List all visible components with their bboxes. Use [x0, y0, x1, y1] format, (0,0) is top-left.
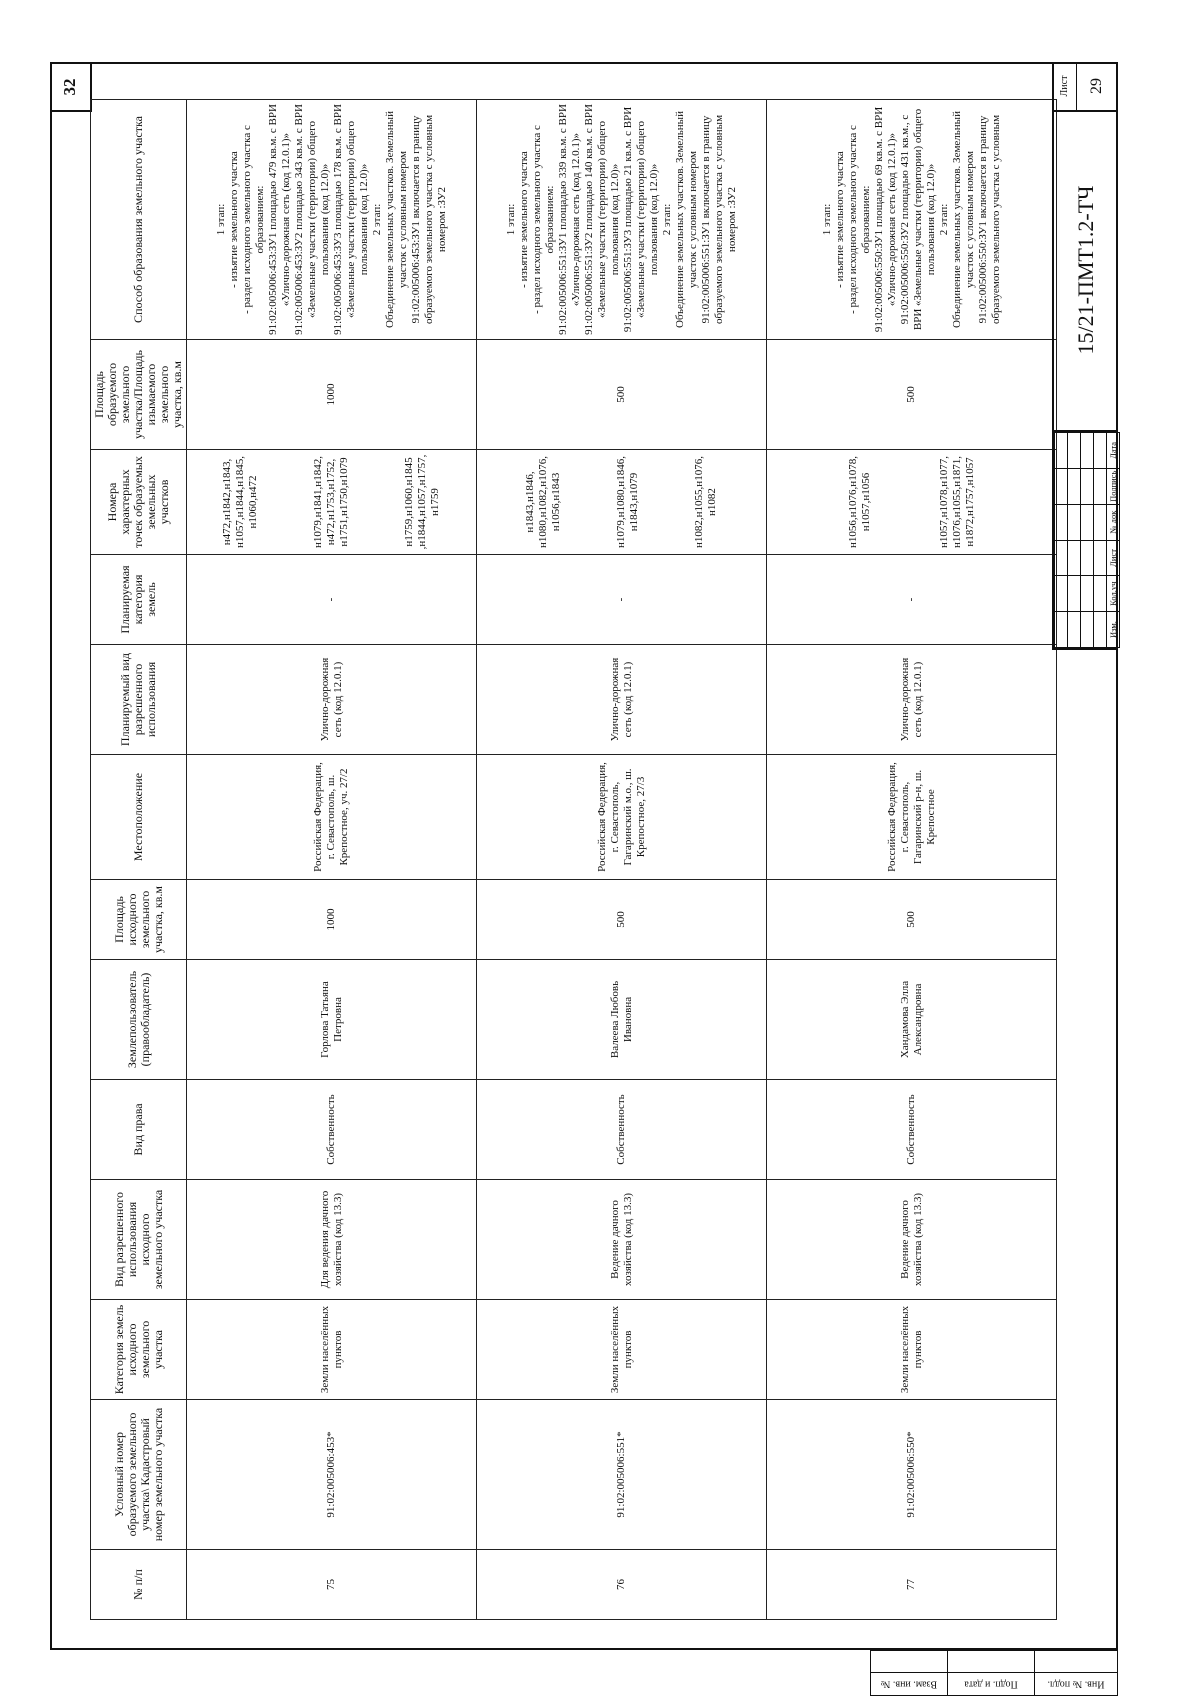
cell-points: н472,н1842,н1843, н1057,н1844,н1845, н1060,н472 н1079,н1841,н1842, н472,н1753,н1752, н1751,н1750,н1079 н1759,н1060,н1845 ,н1844,н1057,н1757, н1759 — [187, 450, 477, 555]
header-area-new: Площадь образуемого земельного участка/Площадь изымаемого земельного участка, кв.м — [91, 340, 187, 450]
side-stamp-cell — [948, 1651, 1035, 1695]
cell-vri: Ведение дачного хозяйства (код 13.3) — [767, 1180, 1057, 1300]
sheet-number: 29 — [1088, 78, 1105, 94]
header-planned-vri: Планируемый вид разрешенного использования — [91, 645, 187, 755]
cell-planned-vri: Улично-дорожная сеть (код 12.0.1) — [767, 645, 1057, 755]
page-number: 32 — [50, 64, 92, 112]
cell-num: 76 — [477, 1550, 767, 1620]
table-row — [767, 100, 1057, 1620]
cell-area-src: 500 — [477, 880, 767, 960]
cell-right: Собственность — [477, 1080, 767, 1180]
tb-label-sign: Подпись — [1107, 468, 1120, 504]
sheet-label: Лист — [1054, 62, 1077, 110]
cell-points: н1056,н1076,н1078, н1057,н1056 н1057,н1078,н1077, н1076,н1055,н1871, н1872,н1757,н1057 — [767, 450, 1057, 555]
cell-owner: Валеева Любовь Ивановна — [477, 960, 767, 1080]
cell-location: Российская Федерация, г. Севастополь, ш. Крепостное, уч. 27/2 — [187, 755, 477, 880]
tb-label-doc: № док — [1107, 504, 1120, 540]
header-method: Способ образования земельного участка — [91, 100, 187, 340]
tb-label-izm: Изм. — [1107, 612, 1120, 648]
side-label-inv-replace: Взам. инв. № — [880, 1678, 938, 1690]
cell-location: Российская Федерация, г. Севастополь, Гагаринский м.о., ш. Крепостное, 27/3 — [477, 755, 767, 880]
header-points: Номера характерных точек образуемых земельных участков — [91, 450, 187, 555]
cell-planned-vri: Улично-дорожная сеть (код 12.0.1) — [477, 645, 767, 755]
cell-owner: Горлова Татьяна Петровна — [187, 960, 477, 1080]
cell-location: Российская Федерация, г. Севастополь, Гагаринский р-н, ш. Крепостное — [767, 755, 1057, 880]
side-label-sign-date: Подп. и дата — [964, 1678, 1018, 1690]
cell-num: 77 — [767, 1550, 1057, 1620]
cell-points: н1843,н1846, н1080,н1082,н1076, н1056,н1843 н1079,н1080,н1846, н1843,н1079 н1082,н1055,н1076, н1082 — [477, 450, 767, 555]
header-planned-cat: Планируемая категория земель — [91, 555, 187, 645]
table-row — [187, 100, 477, 1620]
title-block — [1052, 62, 1118, 650]
cell-category: Земли населённых пунктов — [477, 1300, 767, 1400]
header-cadastral: Условный номер образуемого земельного участка\ Кадастровый номер земельного участка — [91, 1400, 187, 1550]
header-vri: Вид разрешенного использования исходного земельного участка — [91, 1180, 187, 1300]
cell-right: Собственность — [767, 1080, 1057, 1180]
cell-cadastral: 91:02:005006:551* — [477, 1400, 767, 1550]
header-num: № п/п — [91, 1550, 187, 1620]
header-owner: Землепользователь (правообладатель) — [91, 960, 187, 1080]
sheet-number-box — [1054, 62, 1118, 112]
cell-right: Собственность — [187, 1080, 477, 1180]
tb-label-list: Лист — [1107, 540, 1120, 576]
cell-owner: Хандамова Элла Александровна — [767, 960, 1057, 1080]
title-block-revisions — [1054, 432, 1120, 648]
document-sheet — [50, 60, 1120, 1690]
cell-area-new: 500 — [477, 340, 767, 450]
header-category: Категория земель исходного земельного участка — [91, 1300, 187, 1400]
side-stamp-cell — [871, 1651, 948, 1695]
header-right: Вид права — [91, 1080, 187, 1180]
cell-area-src: 500 — [767, 880, 1057, 960]
tb-label-koluch: Кол.уч — [1107, 576, 1120, 612]
cell-category: Земли населённых пунктов — [187, 1300, 477, 1400]
cell-area-new: 500 — [767, 340, 1057, 450]
cell-planned-cat: - — [187, 555, 477, 645]
cell-num: 75 — [187, 1550, 477, 1620]
cell-area-new: 1000 — [187, 340, 477, 450]
cell-area-src: 1000 — [187, 880, 477, 960]
cell-planned-cat: - — [767, 555, 1057, 645]
cell-vri: Ведение дачного хозяйства (код 13.3) — [477, 1180, 767, 1300]
side-label-inv-orig: Инв. № подл. — [1047, 1678, 1105, 1690]
cell-method: 1 этап: - изъятие земельного участка - раздел исходного земельного участка с образованием: 91:02:005006:551:ЗУ1 площадью 339 кв.м. с ВРИ «Улично-дорожная сеть (код 12.0.1)» 91:02:005006:551:ЗУ2 площадью 140 кв.м. с ВРИ «Земельные участки (территории) общего пользования (код 12.0)» 91:02:005006:551:ЗУ3 площадью 21 кв.м. с ВРИ «Земельные участки (территории) общего пользования (код 12.0)» 2 этап: Объединение земельных участков. Земельный участок с условным номером 91:02:005006:551:ЗУ1 включается в границу образуемого земельного участка с условным номером :ЗУ2 — [477, 100, 767, 340]
side-stamp — [870, 1650, 1118, 1696]
header-area-src: Площадь исходного земельного участка, кв.м — [91, 880, 187, 960]
side-stamp-cell — [1035, 1651, 1117, 1695]
cell-planned-vri: Улично-дорожная сеть (код 12.0.1) — [187, 645, 477, 755]
cell-vri: Для ведения дачного хозяйства (код 13.3) — [187, 1180, 477, 1300]
table-header-row — [91, 100, 187, 1620]
tb-label-date: Дата — [1107, 433, 1120, 469]
table-row — [477, 100, 767, 1620]
cell-method: 1 этап: - изъятие земельного участка - раздел исходного земельного участка с образованием: 91:02:005006:453:ЗУ1 площадью 479 кв.м. с ВРИ «Улично-дорожная сеть (код 12.0.1)» 91:02:005006:453:ЗУ2 площадью 343 кв.м. с ВРИ «Земельные участки (территории) общего пользования (код 12.0)» 91:02:005006:453:ЗУ3 площадью 178 кв.м. с ВРИ «Земельные участки (территории) общего пользования (код 12.0)» 2 этап: Объединение земельных участков. Земельный участок с условным номером 91:02:005006:453:ЗУ1 включается в границу образуемого земельного участка с условным номером :ЗУ2 — [187, 100, 477, 340]
header-location: Местоположение — [91, 755, 187, 880]
cell-cadastral: 91:02:005006:453* — [187, 1400, 477, 1550]
cell-category: Земли населённых пунктов — [767, 1300, 1057, 1400]
document-code: 15/21-ПМТ1.2-ТЧ — [1054, 110, 1118, 432]
cell-planned-cat: - — [477, 555, 767, 645]
cell-method: 1 этап: - изъятие земельного участка - раздел исходного земельного участка с образованием: 91:02:005006:550:ЗУ1 площадью 69 кв.м. с ВРИ «Улично-дорожная сеть (код 12.0.1)» 91:02:005006:550:ЗУ2 площадью 431 кв.м., с ВРИ «Земельные участки (территории) общего пользования (код 12.0)» 2 этап: Объединение земельных участков. Земельный участок с условным номером 91:02:005006:550:ЗУ1 включается в границу образуемого земельного участка с условным — [767, 100, 1057, 340]
cell-cadastral: 91:02:005006:550* — [767, 1400, 1057, 1550]
land-plots-table — [90, 99, 1057, 1620]
